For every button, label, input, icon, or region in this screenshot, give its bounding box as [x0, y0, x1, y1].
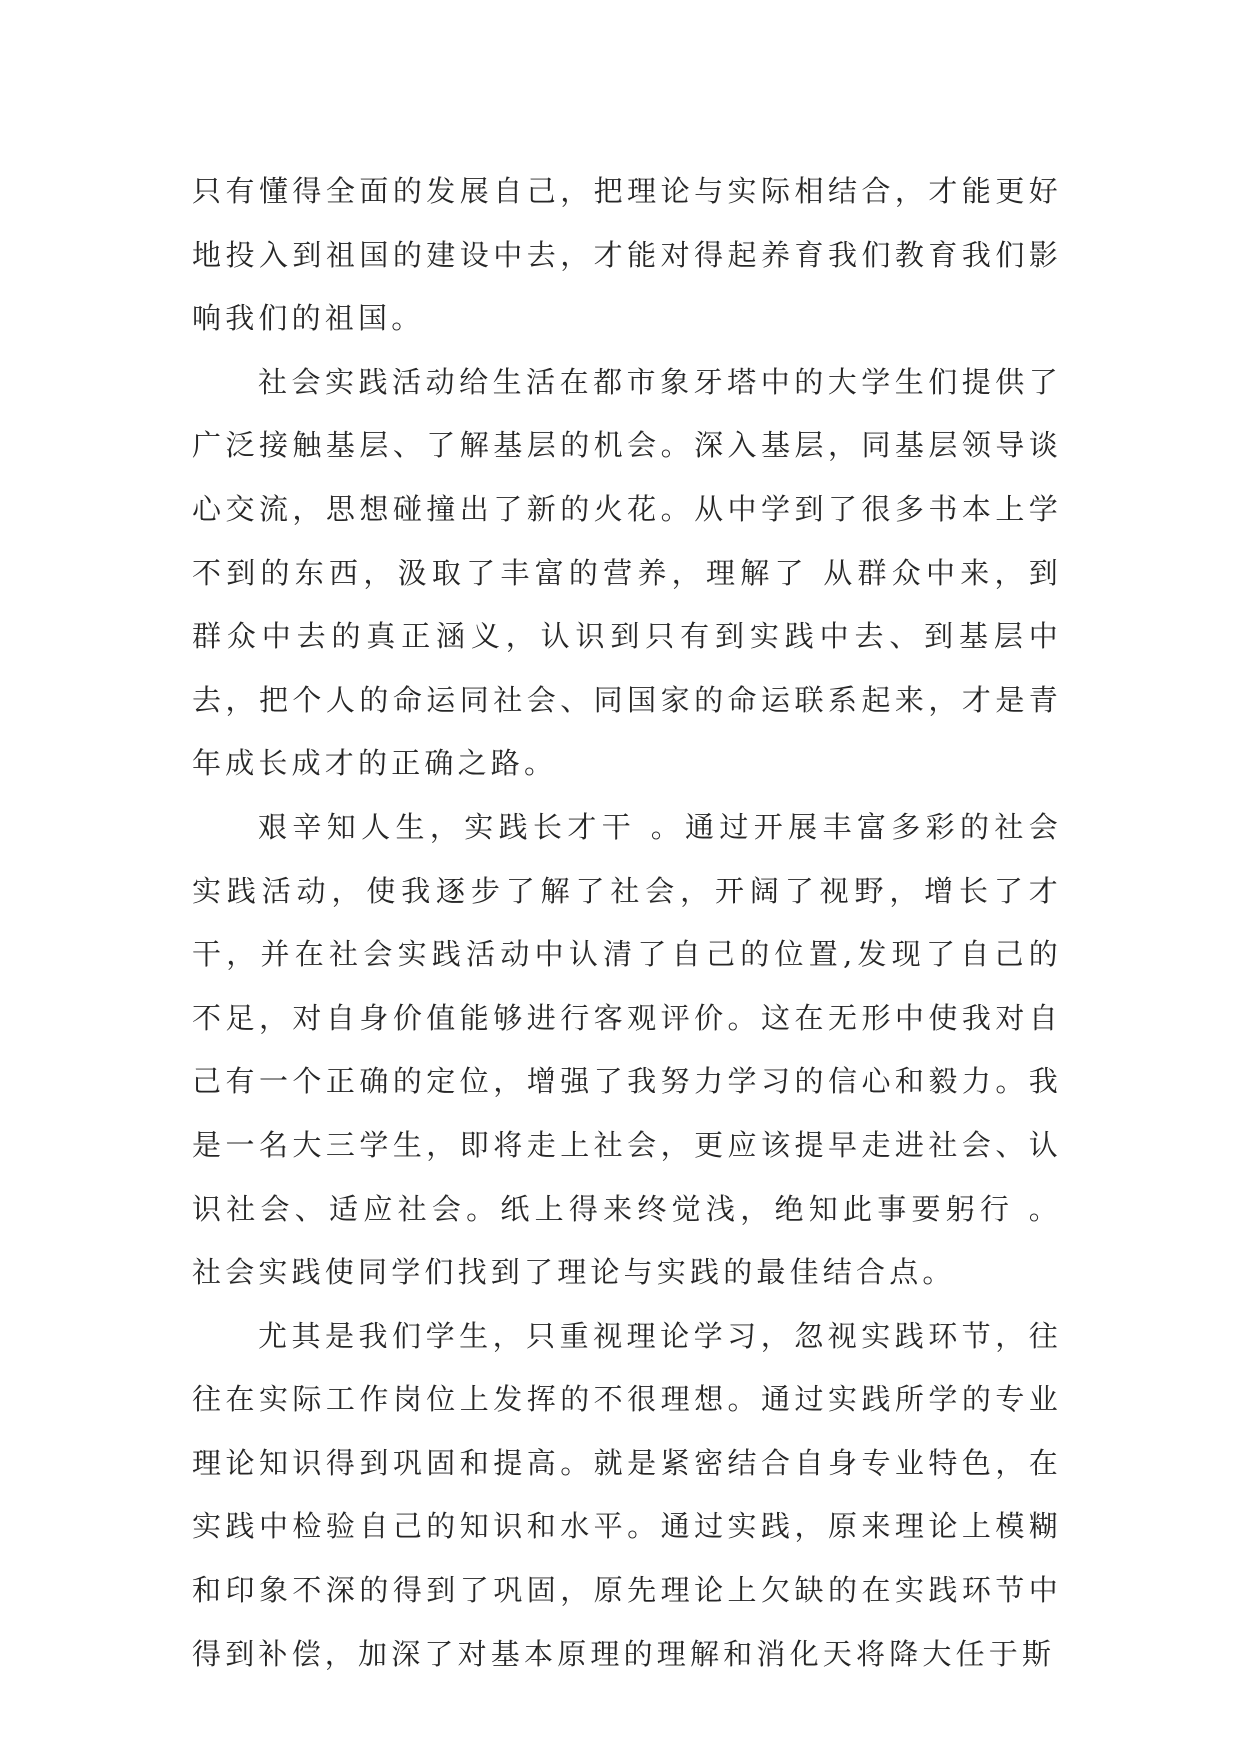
- paragraph-2: 社会实践活动给生活在都市象牙塔中的大学生们提供了广泛接触基层、了解基层的机会。深入基层，同基层领导谈心交流，思想碰撞出了新的火花。从中学到了很多书本上学不到的东西，汲取了丰富的营养，理解了 从群众中来，到群众中去的真正涵义，认识到只有到实践中去、到基层中去，把个人的命运同社会、同国家的命运联系起来，才是青年成长成才的正确之路。: [192, 364, 1062, 781]
- paragraph-1: 只有懂得全面的发展自己，把理论与实际相结合，才能更好地投入到祖国的建设中去，才能对得起养育我们教育我们影响我们的祖国。: [192, 174, 1062, 336]
- paragraph-4: 尤其是我们学生，只重视理论学习，忽视实践环节，往往在实际工作岗位上发挥的不很理想。通过实践所学的专业理论知识得到巩固和提高。就是紧密结合自身专业特色，在实践中检验自己的知识和水平。通过实践，原来理论上模糊和印象不深的得到了巩固，原先理论上欠缺的在实践环节中得到补偿，加深了对基本原理的理解和消化天将降大任于斯: [192, 1318, 1062, 1671]
- paragraph-3: 艰辛知人生，实践长才干 。通过开展丰富多彩的社会实践活动，使我逐步了解了社会，开阔了视野，增长了才干，并在社会实践活动中认清了自己的位置,发现了自己的不足，对自身价值能够进行客观评价。这在无形中使我对自己有一个正确的定位，增强了我努力学习的信心和毅力。我是一名大三学生，即将走上社会，更应该提早走进社会、认识社会、适应社会。纸上得来终觉浅，绝知此事要躬行 。社会实践使同学们找到了理论与实践的最佳结合点。: [192, 809, 1062, 1290]
- document-body: [192, 160, 1062, 1686]
